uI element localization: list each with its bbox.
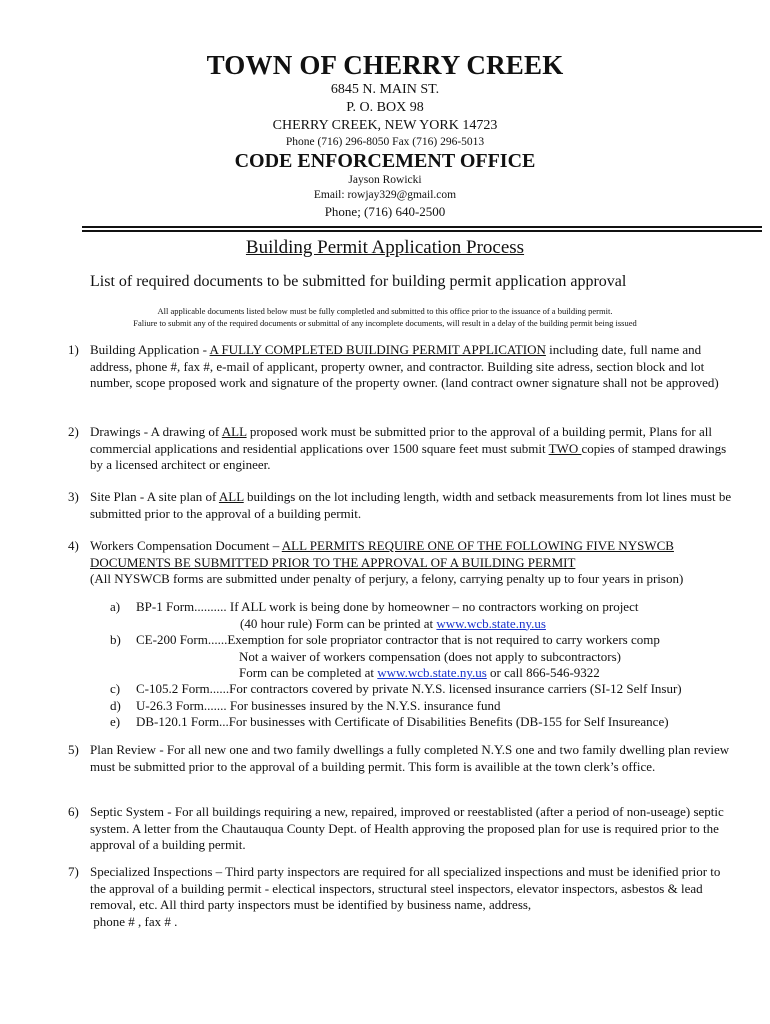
item-text: Specialized Inspections – Third party inspectors are required for all specialized inspections and must be idenified prior to the approval of a building permit - electical inspectors, structural steel inspectors, elevator inspectors, asbestos & lead removal, etc. All third party inspectors must be identified by business name, address, xyxy=(90,864,721,912)
item-emphasis: TWO xyxy=(548,440,582,456)
item-text: Drawings - A drawing of xyxy=(90,424,222,439)
note-line-1: All applicable documents listed below must be fully completled and submitted to this office prior to the issuance of a building permit. xyxy=(157,306,613,316)
sub-item-bp1 xyxy=(110,599,730,632)
item-text: Building Application - xyxy=(90,342,210,357)
sub-item-ce200 xyxy=(110,632,730,682)
sub-item-db1201 xyxy=(110,714,730,731)
officer-name: Jayson Rowicki xyxy=(348,174,422,186)
sub-item-text: (40 hour rule) Form can be printed at xyxy=(240,615,437,631)
item-text: proposed work must be submitted prior to the approval of a building permit, Plans for all commercial applications and residential applications over 1500 square feet must submit xyxy=(90,424,712,456)
po-box: P. O. BOX 98 xyxy=(346,100,424,115)
officer-email: Email: rowjay329@gmail.com xyxy=(313,189,457,201)
item-number: 4) xyxy=(68,538,79,553)
item-text: including date, full name and address, phone #, fax #, e-mail of applicant, property owner, and contractor. Building site adress, section block and lot number, scope proposed work and signature of the property owner. (land contract owner signature shall not be approved) xyxy=(90,342,719,390)
list-item-specialized-inspections xyxy=(68,864,732,930)
street-address: 6845 N. MAIN ST. xyxy=(330,82,440,97)
list-heading: List of required documents to be submitted for building permit application approval xyxy=(90,273,627,290)
list-item-workers-compensation xyxy=(68,538,732,588)
list-item-site-plan xyxy=(68,489,732,522)
header-divider-bottom xyxy=(82,230,762,232)
wcb-link[interactable]: www.wcb.state.ny.us xyxy=(377,665,487,680)
item-text: Septic System - For all buildings requiring a new, repaired, improved or reestablisted (after a period of non-useage) septic system. A letter from the Chautauqua County Dept. of Health approving the proposed plan for use is required prior to the approval of a building permit. xyxy=(90,804,724,852)
phone-fax: Phone (716) 296-8050 Fax (716) 296-5013 xyxy=(285,136,485,148)
item-number: 3) xyxy=(68,489,79,504)
sub-item-text: BP-1 Form.......... If ALL work is being done by homeowner – no contractors working on project xyxy=(136,599,639,614)
item-number: 7) xyxy=(68,864,79,879)
sub-item-letter: b) xyxy=(110,632,121,647)
officer-phone: Phone; (716) 640-2500 xyxy=(324,204,446,219)
sub-item-letter: d) xyxy=(110,698,121,713)
list-item-drawings xyxy=(68,424,732,474)
item-emphasis: ALL xyxy=(221,424,247,439)
sub-item-text: Form can be completed at xyxy=(239,665,378,680)
item-number: 2) xyxy=(68,424,79,439)
city-state-zip: CHERRY CREEK, NEW YORK 14723 xyxy=(272,118,498,133)
item-emphasis: A FULLY COMPLETED BUILDING PERMIT APPLICATION xyxy=(209,342,546,357)
sub-item-text: Not a waiver of workers compensation (does not apply to subcontractors) xyxy=(239,648,621,664)
header-divider-top xyxy=(82,226,762,228)
sub-item-text: CE-200 Form......Exemption for sole propriator contractor that is not required to carry workers comp xyxy=(136,632,660,647)
document-title: Building Permit Application Process xyxy=(245,237,525,258)
item-text: copies of stamped drawings by a licensed architect or engineer. xyxy=(90,440,727,472)
list-item-plan-review xyxy=(68,742,732,775)
item-number: 1) xyxy=(68,342,79,357)
sub-item-text: U-26.3 Form....... For businesses insured by the N.Y.S. insurance fund xyxy=(136,698,501,713)
sub-item-letter: c) xyxy=(110,681,121,696)
office-title: CODE ENFORCEMENT OFFICE xyxy=(234,150,536,172)
town-title: TOWN OF CHERRY CREEK xyxy=(206,50,564,80)
sub-item-letter: e) xyxy=(110,714,121,729)
item-text: (All NYSWCB forms are submitted under penalty of perjury, a felony, carrying penalty up to four years in prison) xyxy=(90,571,684,586)
note-line-2: Faliure to submit any of the required documents or submittal of any incomplete documents, will result in a delay of the building permit being issued xyxy=(133,318,637,328)
sub-item-text: C-105.2 Form......For contractors covered by private N.Y.S. licensed insurance carriers (SI-12 Self Insur) xyxy=(136,681,682,696)
sub-item-letter: a) xyxy=(110,599,121,614)
item-emphasis: ALL xyxy=(218,489,244,504)
sub-item-text: or call 866-546-9322 xyxy=(486,665,600,680)
item-text: Site Plan - A site plan of xyxy=(90,489,219,504)
item-text: Plan Review - For all new one and two family dwellings a fully completed N.Y.S one and two family dwelling plan review must be submitted prior to the approval of a building permit. This form is availible at the town clerk’s office. xyxy=(90,742,730,774)
list-item-septic-system xyxy=(68,804,732,854)
item-emphasis: ALL PERMITS REQUIRE ONE OF THE FOLLOWING FIVE NYSWCB DOCUMENTS BE SUBMITTED PRIOR TO THE APPROVAL OF A BUILDING PERMIT xyxy=(90,538,674,570)
sub-item-c1052 xyxy=(110,681,730,698)
sub-item-text: DB-120.1 Form...For businesses with Certificate of Disabilities Benefits (DB-155 for Self Insureance) xyxy=(136,714,669,729)
item-text: phone # , fax # . xyxy=(93,913,178,929)
item-text: buildings on the lot including length, width and setback measurements from lot lines must be submitted prior to the approval of a building permit. xyxy=(90,489,732,521)
list-item-building-application xyxy=(68,342,732,392)
item-text: Workers Compensation Document – xyxy=(90,538,282,553)
item-number: 6) xyxy=(68,804,79,819)
wcb-link[interactable]: www.wcb.state.ny.us xyxy=(436,615,546,631)
item-number: 5) xyxy=(68,742,79,757)
sub-item-u263 xyxy=(110,698,730,715)
